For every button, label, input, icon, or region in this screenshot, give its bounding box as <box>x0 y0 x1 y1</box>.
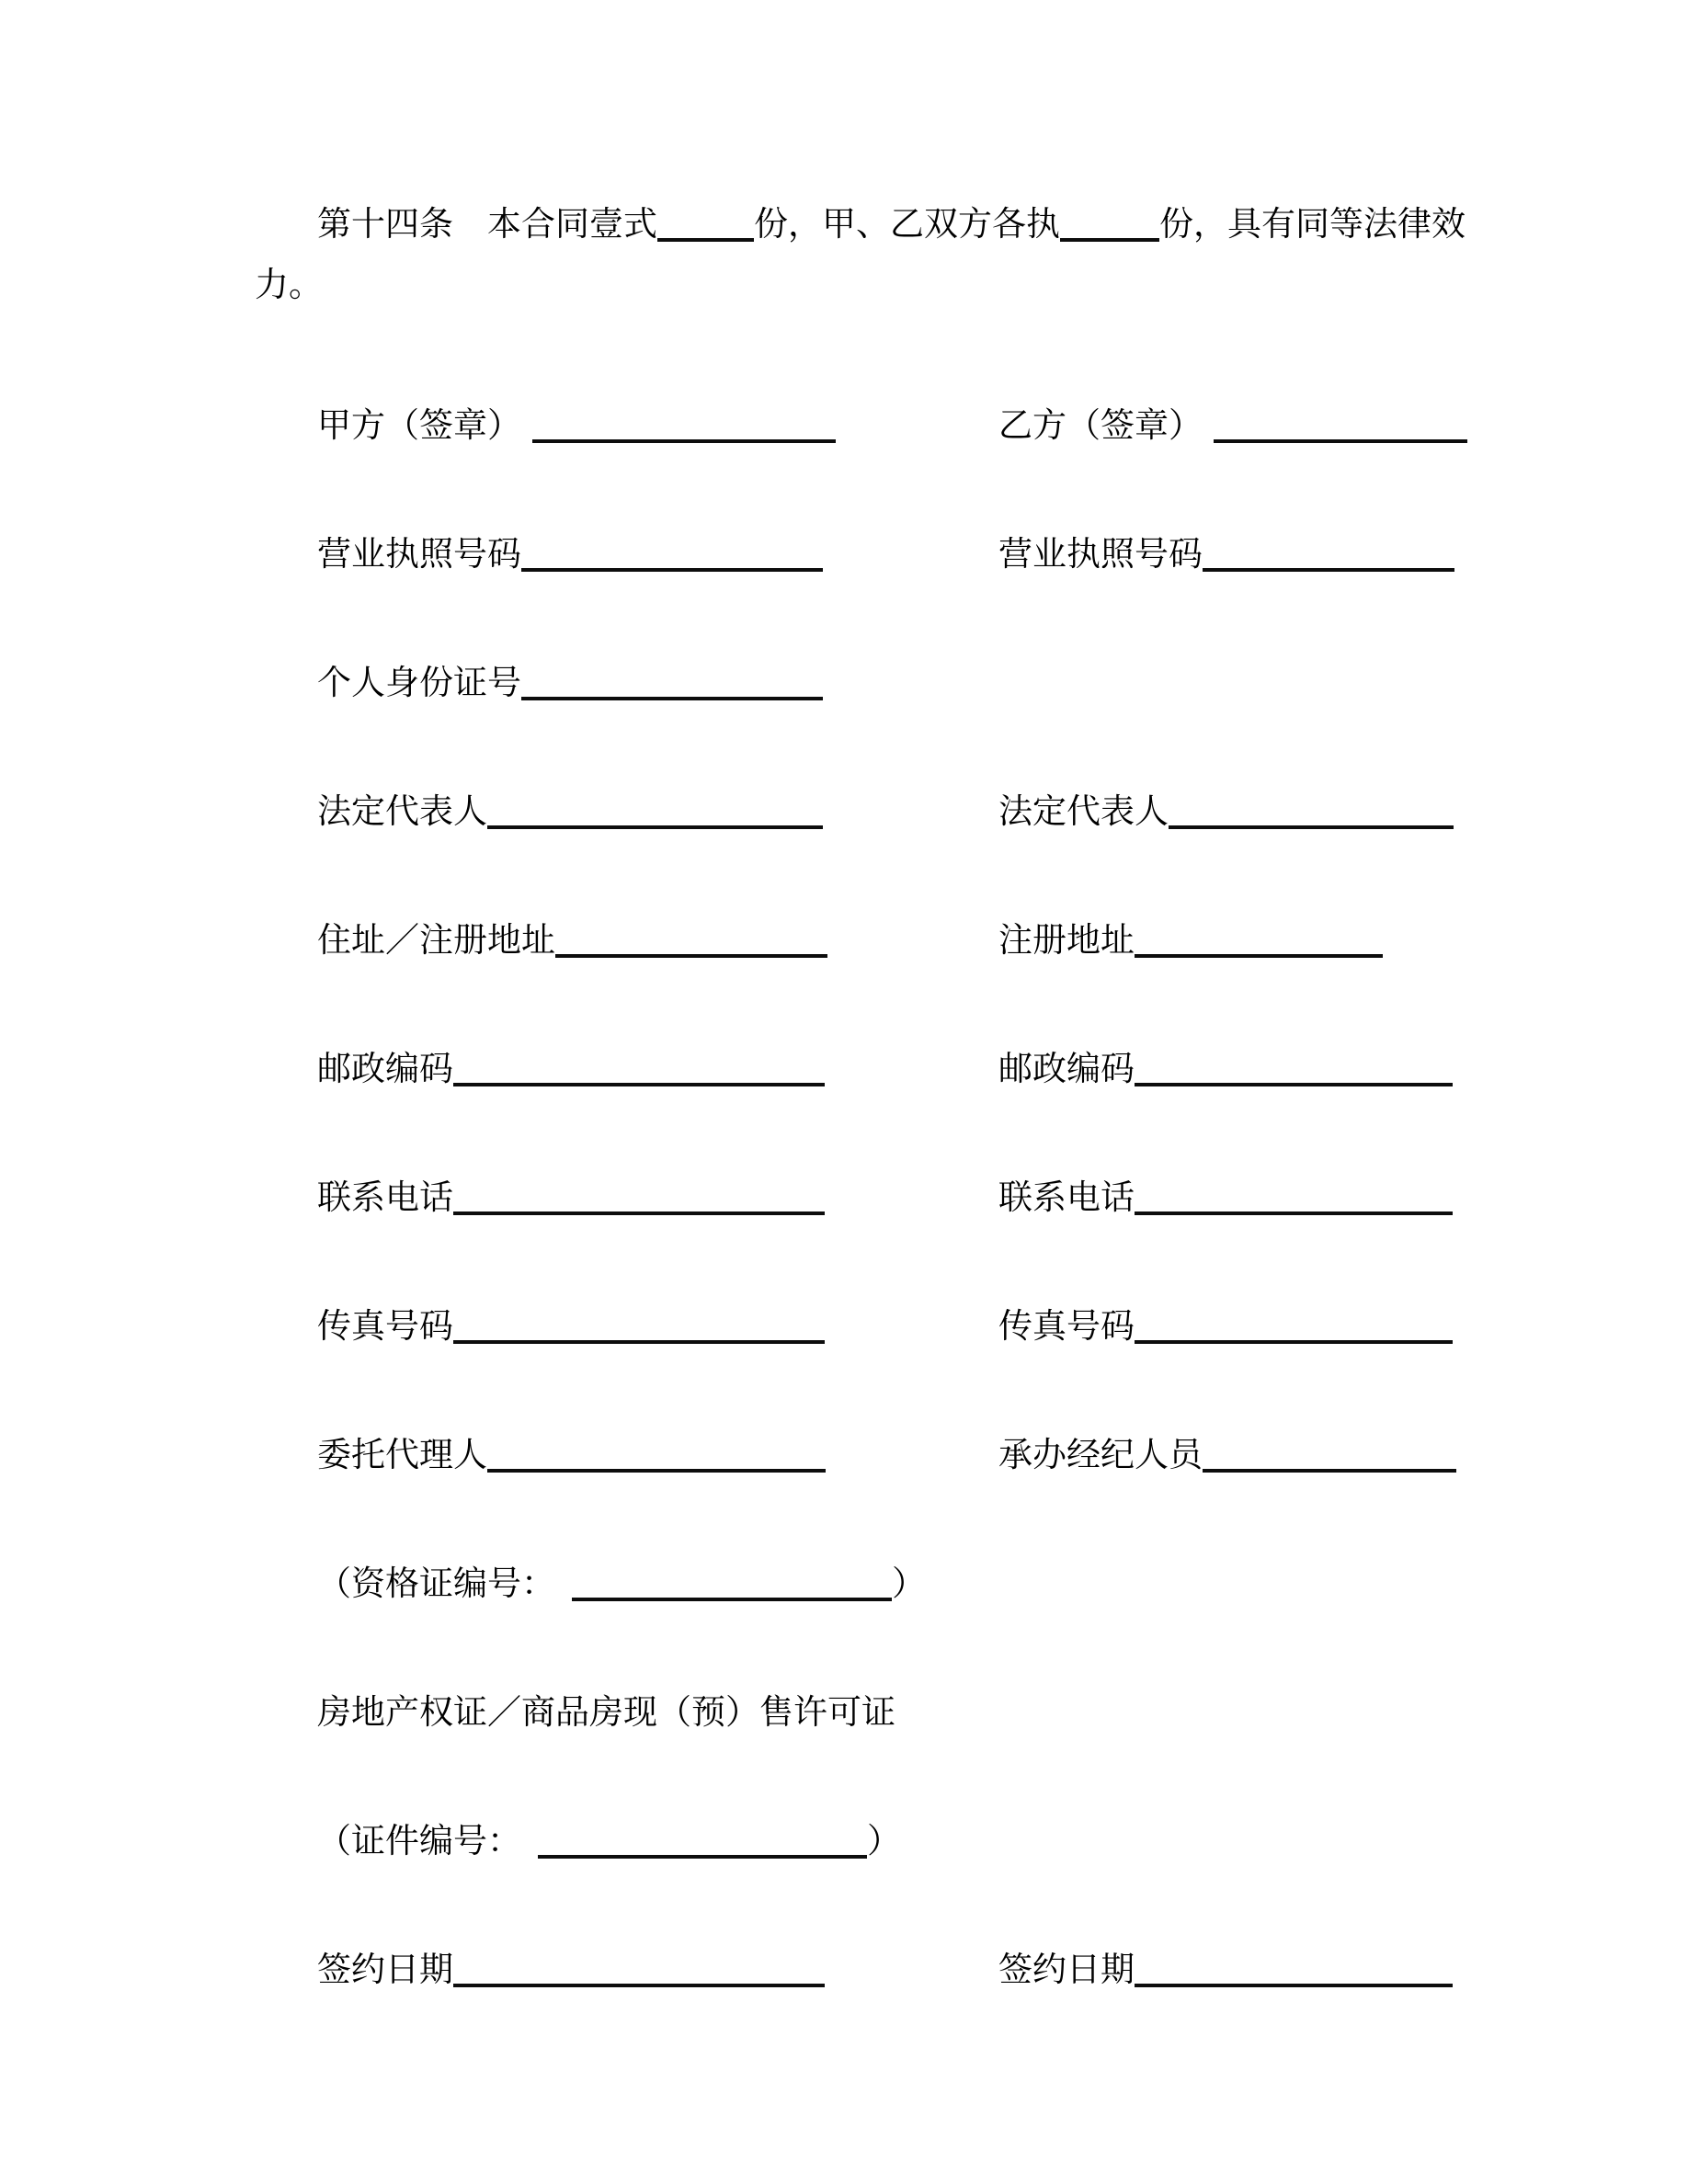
blank-line <box>1135 1211 1453 1215</box>
blank-line <box>521 697 823 700</box>
seal-row <box>255 404 1479 449</box>
field-label: 邮政编码 <box>317 1051 453 1088</box>
cert-no-row <box>255 1820 1479 1864</box>
property-cert-row <box>255 1691 1479 1735</box>
field-label: 住址／注册地址 <box>317 922 555 960</box>
field-label: 联系电话 <box>998 1179 1135 1217</box>
blank-line <box>1203 1469 1456 1473</box>
party-a-seal-field <box>317 404 998 449</box>
blank-line <box>1214 439 1467 443</box>
party-a-phone-field <box>317 1177 998 1221</box>
qualification-no-row <box>255 1563 1479 1607</box>
postal-code-row <box>255 1048 1479 1092</box>
signature-fields <box>255 404 1479 1993</box>
blank-line <box>1135 1340 1453 1344</box>
qualification-no-field <box>317 1563 998 1607</box>
party-b-legal-rep-field <box>998 791 1479 835</box>
party-a-legal-rep-field <box>317 791 998 835</box>
clause-14-text-3: 份，具有同等法律效 <box>1159 206 1466 244</box>
agent-row <box>255 1434 1479 1478</box>
field-label: 传真号码 <box>317 1308 453 1346</box>
party-a-id-field <box>317 662 998 706</box>
blank-line <box>453 1340 825 1344</box>
fax-row <box>255 1305 1479 1349</box>
phone-row <box>255 1177 1479 1221</box>
sign-date-row <box>255 1949 1479 1993</box>
clause-14-text-1: 第十四条 本合同壹式 <box>317 206 657 244</box>
blank-line <box>532 439 836 443</box>
party-b-postal-field <box>998 1048 1479 1092</box>
field-label: 委托代理人 <box>317 1437 487 1474</box>
blank-line <box>453 1984 825 1987</box>
party-a-license-field <box>317 533 998 577</box>
blank-line <box>453 1211 825 1215</box>
cert-no-field <box>317 1820 998 1864</box>
field-label: 个人身份证号 <box>317 665 521 702</box>
clause-14-paragraph <box>255 195 1479 316</box>
blank-line <box>1203 568 1454 572</box>
closing-paren: ） <box>892 1565 926 1603</box>
blank-line-copies-each <box>1060 238 1159 242</box>
field-label: 房地产权证／商品房现（预）售许可证 <box>317 1694 895 1732</box>
document-body <box>255 195 1479 1993</box>
field-label: 邮政编码 <box>998 1051 1135 1088</box>
party-b-address-field <box>998 919 1479 963</box>
blank-line <box>555 954 827 958</box>
clause-14-line2: 力。 <box>255 267 323 304</box>
clause-14-line1 <box>255 195 1479 256</box>
property-cert-label <box>317 1691 998 1735</box>
field-label: 签约日期 <box>998 1951 1135 1989</box>
field-label: 法定代表人 <box>317 793 487 831</box>
blank-line-copies-total <box>657 238 754 242</box>
blank-line <box>453 1083 825 1086</box>
address-row <box>255 919 1479 963</box>
field-label: （资格证编号： <box>317 1565 555 1603</box>
clause-14-text-2: 份，甲、乙双方各执 <box>754 206 1060 244</box>
party-a-fax-field <box>317 1305 998 1349</box>
party-b-phone-field <box>998 1177 1479 1221</box>
party-a-agent-field <box>317 1434 998 1478</box>
blank-line <box>487 1469 826 1473</box>
blank-line <box>1135 954 1383 958</box>
party-b-seal-field <box>998 404 1479 449</box>
field-label: （证件编号： <box>317 1823 521 1860</box>
field-label: 联系电话 <box>317 1179 453 1217</box>
blank-line <box>1135 1984 1453 1987</box>
party-a-sign-date-field <box>317 1949 998 1993</box>
party-b-broker-field <box>998 1434 1479 1478</box>
field-label: 营业执照号码 <box>998 536 1203 574</box>
blank-line <box>538 1855 867 1859</box>
blank-line <box>487 825 823 829</box>
blank-line <box>1135 1083 1453 1086</box>
party-b-sign-date-field <box>998 1949 1479 1993</box>
closing-paren: ） <box>867 1823 901 1860</box>
party-a-postal-field <box>317 1048 998 1092</box>
party-a-address-field <box>317 919 998 963</box>
blank-line <box>572 1598 892 1601</box>
blank-line <box>521 568 823 572</box>
business-license-row <box>255 533 1479 577</box>
blank-line <box>1169 825 1454 829</box>
field-label: 承办经纪人员 <box>998 1437 1203 1474</box>
field-label: 传真号码 <box>998 1308 1135 1346</box>
party-b-license-field <box>998 533 1479 577</box>
legal-rep-row <box>255 791 1479 835</box>
field-label: 法定代表人 <box>998 793 1169 831</box>
field-label: 注册地址 <box>998 922 1135 960</box>
field-label: 甲方（签章） <box>317 407 521 445</box>
field-label: 营业执照号码 <box>317 536 521 574</box>
field-label: 乙方（签章） <box>998 407 1203 445</box>
id-number-row <box>255 662 1479 706</box>
party-b-fax-field <box>998 1305 1479 1349</box>
field-label: 签约日期 <box>317 1951 453 1989</box>
